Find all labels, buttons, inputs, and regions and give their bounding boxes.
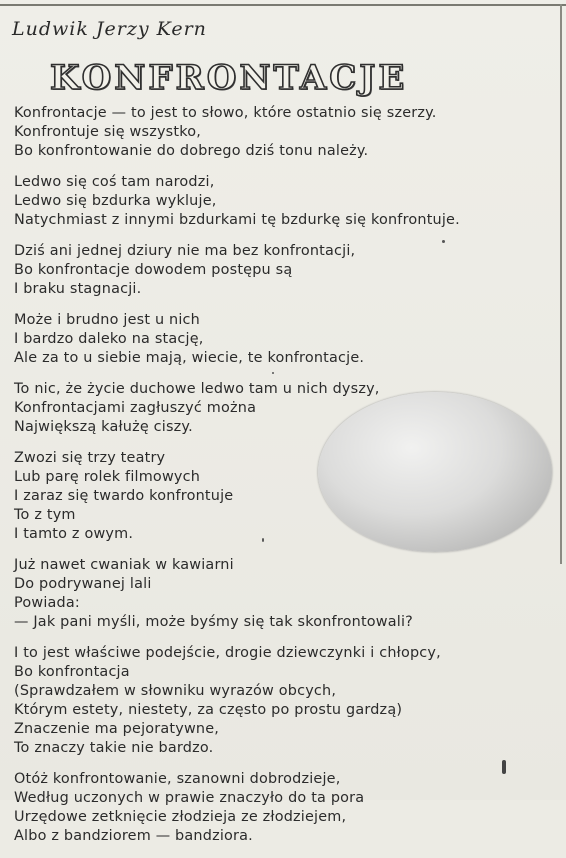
poem-line: Do podrywanej lali [14,576,152,592]
poem-line: Największą kałużę ciszy. [14,419,193,435]
poem-line: Już nawet cwaniak w kawiarni [14,557,234,573]
poem-line: Ale za to u siebie mają, wiecie, te konfrontacje. [14,350,365,366]
poem-line: Albo z bandziorem — bandziora. [14,828,253,844]
stanza [14,104,554,161]
stanza [14,242,554,299]
poem-line: I tamto z owym. [14,526,134,542]
poem-line: Powiada: [14,595,80,611]
poem-line: To znaczy takie nie bardzo. [14,740,214,756]
stanza [14,644,554,758]
top-rule [0,4,566,6]
poem-line: Lub parę rolek filmowych [14,469,201,485]
stanza [14,311,554,368]
poem-line: Zwozi się trzy teatry [14,450,166,466]
poem-line: To z tym [14,507,76,523]
poem-line: Którym estety, niestety, za często po prostu gardzą) [14,702,403,718]
author-name: Ludwik Jerzy Kern [12,18,207,40]
poem-line: Według uczonych w prawie znaczyło do ta pora [14,790,365,806]
poem-line: Otóż konfrontowanie, szanowni dobrodzieje, [14,771,341,787]
poem-line: Konfrontacjami zagłuszyć można [14,400,257,416]
ink-mark [502,760,506,774]
poem-line: To nic, że życie duchowe ledwo tam u nich dyszy, [14,381,380,397]
ink-speck [262,538,264,542]
egg-illustration [318,392,552,552]
stanza [14,770,554,846]
right-rule [560,4,562,564]
stanza [14,556,554,632]
poem-line: Konfrontacje — to jest to słowo, które ostatnio się szerzy. [14,105,437,121]
poem-title: KONFRONTACJE [50,58,408,98]
poem-line: Dziś ani jednej dziury nie ma bez konfrontacji, [14,243,356,259]
poem-line: I to jest właściwe podejście, drogie dziewczynki i chłopcy, [14,645,441,661]
poem-line: Znaczenie ma pejoratywne, [14,721,220,737]
poem-line: I zaraz się twardo konfrontuje [14,488,234,504]
poem-line: Konfrontuje się wszystko, [14,124,202,140]
poem-line: Natychmiast z innymi bzdurkami tę bzdurkę się konfrontuje. [14,212,460,228]
ink-speck [272,372,274,374]
poem-line: Ledwo się bzdurka wykluje, [14,193,217,209]
poem-line: Bo konfrontacja [14,664,130,680]
poem-line: — Jak pani myśli, może byśmy się tak skonfrontowali? [14,614,414,630]
poem-line: (Sprawdzałem w słowniku wyrazów obcych, [14,683,337,699]
poem-line: Ledwo się coś tam narodzi, [14,174,215,190]
poem-line: Może i brudno jest u nich [14,312,200,328]
poem-line: I braku stagnacji. [14,281,142,297]
poem-line: Urzędowe zetknięcie złodzieja ze złodziejem, [14,809,347,825]
stanza [14,173,554,230]
ink-speck [442,240,445,243]
poem-line: Bo konfrontowanie do dobrego dziś tonu należy. [14,143,369,159]
poem-line: Bo konfrontacje dowodem postępu są [14,262,293,278]
poem-line: I bardzo daleko na stację, [14,331,204,347]
